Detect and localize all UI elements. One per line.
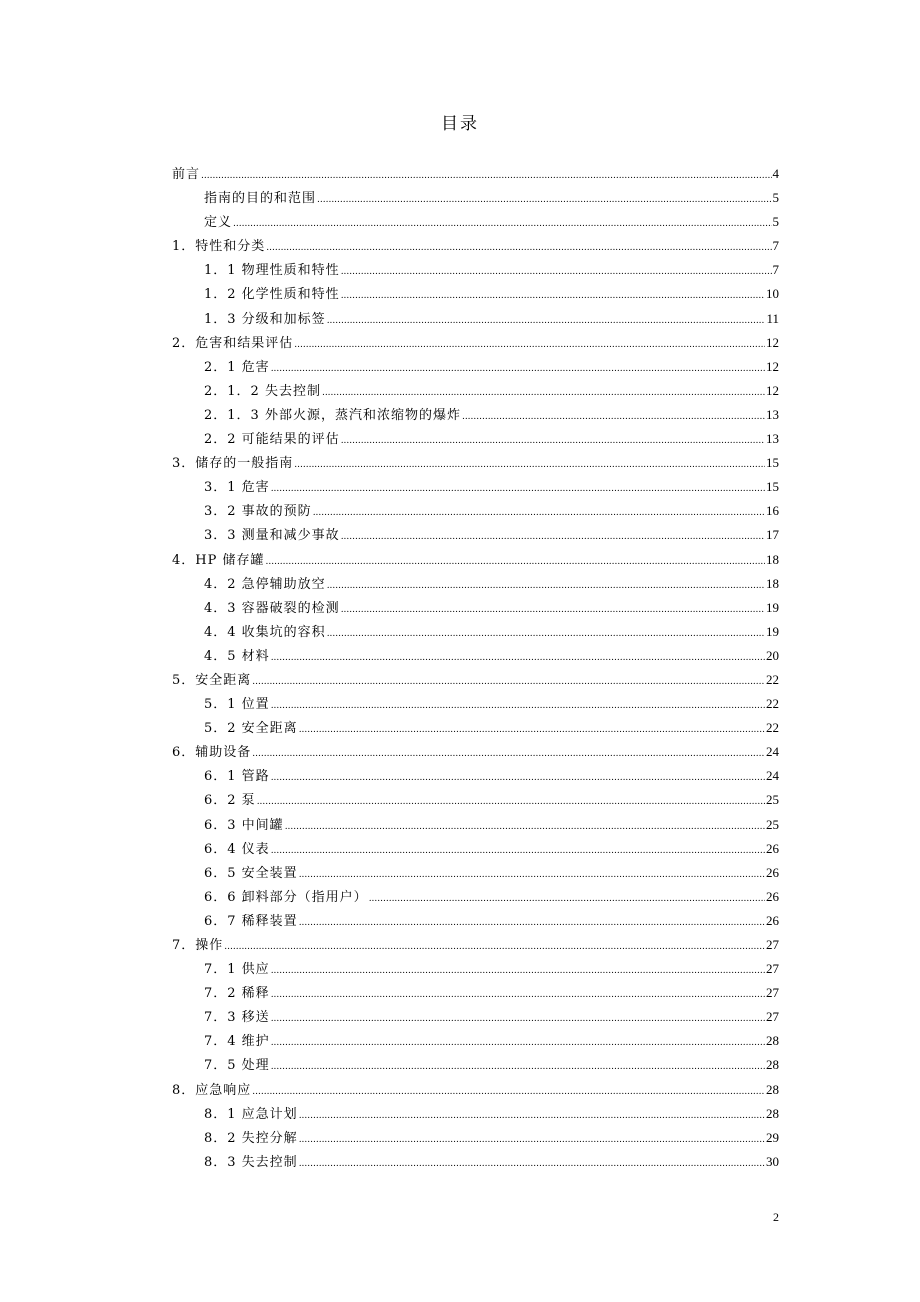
toc-entry[interactable] — [172, 861, 779, 885]
toc-dot-leader — [299, 1104, 765, 1128]
toc-dot-leader — [294, 453, 765, 477]
toc-entry-page: 25 — [766, 792, 779, 808]
toc-entry-page: 26 — [766, 912, 779, 928]
toc-entry[interactable] — [172, 1102, 779, 1126]
toc-dot-leader — [285, 815, 765, 839]
toc-dot-leader — [341, 284, 765, 308]
toc-entry[interactable] — [172, 692, 779, 716]
toc-dot-leader — [271, 959, 765, 983]
toc-entry-label: 7．1 供应 — [204, 962, 270, 978]
toc-dot-leader — [317, 188, 771, 212]
toc-entry-page: 20 — [766, 647, 779, 663]
toc-entry[interactable] — [172, 1150, 779, 1174]
toc-dot-leader — [252, 742, 765, 766]
toc-dot-leader — [299, 911, 765, 935]
toc-dot-leader — [327, 622, 765, 646]
toc-entry-label: 7．3 移送 — [204, 1010, 270, 1026]
toc-entry-page: 18 — [766, 551, 779, 567]
toc-entry[interactable] — [172, 837, 779, 861]
toc-entry-label: 4．5 材料 — [204, 648, 270, 664]
toc-entry-label: 2．1．3 外部火源，蒸汽和浓缩物的爆炸 — [204, 407, 461, 423]
toc-entry-page: 15 — [766, 455, 779, 471]
toc-entry[interactable] — [172, 813, 779, 837]
toc-entry-label: 8．3 失去控制 — [204, 1154, 298, 1170]
toc-dot-leader — [271, 839, 765, 863]
toc-entry-page: 5 — [772, 190, 779, 206]
toc-entry[interactable] — [172, 933, 779, 957]
toc-entry[interactable] — [172, 788, 779, 812]
toc-dot-leader — [271, 983, 765, 1007]
toc-dot-leader — [271, 1007, 765, 1031]
toc-entry[interactable] — [172, 355, 779, 379]
toc-entry-label: 1．特性和分类 — [172, 239, 266, 255]
toc-entry-label: 1．3 分级和加标签 — [204, 311, 326, 327]
toc-dot-leader — [341, 598, 765, 622]
toc-dot-leader — [252, 670, 765, 694]
toc-entry[interactable] — [172, 427, 779, 451]
toc-entry-page: 12 — [766, 382, 779, 398]
toc-entry-label: 6．1 管路 — [204, 769, 270, 785]
toc-entry-label: 3．2 事故的预防 — [204, 504, 312, 520]
toc-dot-leader — [341, 525, 765, 549]
toc-entry-page: 13 — [766, 406, 779, 422]
toc-dot-leader — [257, 790, 765, 814]
toc-entry[interactable] — [172, 331, 779, 355]
toc-entry-page: 19 — [766, 623, 779, 639]
toc-entry-label: 6．5 安全装置 — [204, 865, 298, 881]
toc-entry-label: 指南的目的和范围 — [204, 191, 317, 207]
toc-dot-leader — [271, 1055, 765, 1079]
toc-entry-label: 6．辅助设备 — [172, 745, 252, 761]
toc-entry-page: 7 — [772, 262, 779, 278]
toc-entry-label: 2．1 危害 — [204, 359, 270, 375]
toc-entry[interactable] — [172, 572, 779, 596]
toc-dot-leader — [271, 1031, 765, 1055]
toc-entry-page: 16 — [766, 503, 779, 519]
toc-entry-page: 22 — [766, 720, 779, 736]
toc-dot-leader — [252, 1080, 765, 1104]
toc-entry-label: 4．3 容器破裂的检测 — [204, 600, 340, 616]
toc-dot-leader — [313, 501, 765, 525]
toc-entry-label: 3．储存的一般指南 — [172, 456, 294, 472]
toc-entry[interactable] — [172, 186, 779, 210]
toc-entry-label: 2．危害和结果评估 — [172, 335, 294, 351]
toc-entry-page: 11 — [766, 310, 779, 326]
toc-entry-label: 6．6 卸料部分（指用户） — [204, 889, 368, 905]
toc-dot-leader — [299, 1152, 765, 1176]
toc-entry-page: 24 — [766, 768, 779, 784]
toc-entry-label: 6．2 泵 — [204, 793, 256, 809]
toc-entry-label: 4．HP 储存罐 — [172, 552, 265, 568]
toc-entry-label: 7．5 处理 — [204, 1058, 270, 1074]
toc-entry-label: 3．3 测量和减少事故 — [204, 528, 340, 544]
toc-entry-page: 24 — [766, 744, 779, 760]
toc-entry-label: 8．2 失控分解 — [204, 1130, 298, 1146]
toc-entry-label: 6．4 仪表 — [204, 841, 270, 857]
toc-entry-label: 3．1 危害 — [204, 480, 270, 496]
toc-entry-page: 7 — [772, 238, 779, 254]
toc-dot-leader — [299, 1128, 765, 1152]
toc-dot-leader — [201, 164, 771, 188]
toc-entry-page: 27 — [766, 961, 779, 977]
toc-entry[interactable] — [172, 909, 779, 933]
toc-dot-leader — [327, 574, 765, 598]
toc-entry-label: 4．4 收集坑的容积 — [204, 624, 326, 640]
toc-entry-label: 8．1 应急计划 — [204, 1106, 298, 1122]
toc-dot-leader — [369, 887, 765, 911]
toc-entry[interactable] — [172, 1078, 779, 1102]
toc-entry-page: 22 — [766, 671, 779, 687]
toc-entry[interactable] — [172, 499, 779, 523]
toc-entry-page: 12 — [766, 334, 779, 350]
toc-entry-label: 前言 — [172, 167, 201, 182]
toc-entry[interactable] — [172, 668, 779, 692]
toc-entry-page: 13 — [766, 431, 779, 447]
toc-entry[interactable] — [172, 957, 779, 981]
toc-entry[interactable] — [172, 379, 779, 403]
toc-entry-label: 5．1 位置 — [204, 697, 270, 713]
toc-entry[interactable] — [172, 1053, 779, 1077]
toc-entry[interactable] — [172, 596, 779, 620]
toc-entry-page: 10 — [766, 286, 779, 302]
toc-entry[interactable] — [172, 716, 779, 740]
toc-entry[interactable] — [172, 764, 779, 788]
toc-dot-leader — [233, 212, 771, 236]
toc-dot-leader — [271, 646, 765, 670]
toc-entry-page: 26 — [766, 864, 779, 880]
toc-entry-label: 1．2 化学性质和特性 — [204, 287, 340, 303]
toc-entry-label: 6．3 中间罐 — [204, 817, 284, 833]
toc-entry-page: 27 — [766, 1009, 779, 1025]
toc-entry[interactable] — [172, 282, 779, 306]
toc-entry-page: 28 — [766, 1033, 779, 1049]
toc-entry-label: 7．操作 — [172, 938, 224, 953]
toc-entry[interactable] — [172, 234, 779, 258]
toc-entry[interactable] — [172, 620, 779, 644]
toc-entry-label: 定义 — [204, 215, 233, 231]
toc-entry[interactable] — [172, 451, 779, 475]
toc-dot-leader — [271, 766, 765, 790]
toc-entry-page: 26 — [766, 840, 779, 856]
toc-entry[interactable] — [172, 210, 779, 234]
toc-entry[interactable] — [172, 307, 779, 331]
toc-entry-page: 27 — [766, 985, 779, 1001]
toc-dot-leader — [266, 550, 766, 574]
toc-entry-page: 12 — [766, 358, 779, 374]
toc-dot-leader — [322, 381, 765, 405]
toc-entry-page: 30 — [766, 1153, 779, 1169]
toc-dot-leader — [299, 718, 765, 742]
toc-dot-leader — [271, 477, 765, 501]
toc-entry-page: 5 — [772, 214, 779, 230]
toc-entry-label: 7．2 稀释 — [204, 986, 270, 1002]
toc-entry-page: 28 — [766, 1057, 779, 1073]
toc-dot-leader — [271, 694, 765, 718]
toc-entry-label: 6．7 稀释装置 — [204, 913, 298, 929]
toc-entry-label: 1．1 物理性质和特性 — [204, 263, 340, 279]
toc-entry[interactable] — [172, 403, 779, 427]
toc-entry-page: 22 — [766, 696, 779, 712]
toc-entry-label: 4．2 急停辅助放空 — [204, 576, 326, 592]
toc-entry-label: 8．应急响应 — [172, 1082, 252, 1098]
toc-dot-leader — [266, 236, 771, 260]
toc-entry[interactable] — [172, 1005, 779, 1029]
toc-dot-leader — [299, 863, 765, 887]
toc-entry[interactable] — [172, 1029, 779, 1053]
toc-dot-leader — [341, 260, 772, 284]
toc-entry[interactable] — [172, 740, 779, 764]
toc-entry[interactable] — [172, 162, 779, 186]
toc-entry[interactable] — [172, 644, 779, 668]
toc-entry-label: 5．2 安全距离 — [204, 721, 298, 737]
toc-entry[interactable] — [172, 1126, 779, 1150]
page-number: 2 — [773, 1210, 779, 1224]
toc-entry-label: 2．1．2 失去控制 — [204, 383, 321, 399]
toc-entry-label: 7．4 维护 — [204, 1034, 270, 1050]
toc-entry-page: 4 — [772, 166, 779, 181]
toc-entry[interactable] — [172, 523, 779, 547]
toc-entry[interactable] — [172, 475, 779, 499]
toc-entry[interactable] — [172, 258, 779, 282]
toc-entry[interactable] — [172, 981, 779, 1005]
toc-entry-page: 17 — [766, 527, 779, 543]
toc-entry-page: 27 — [766, 937, 779, 952]
page-title: 目录 — [441, 114, 479, 134]
toc-entry-page: 25 — [766, 816, 779, 832]
table-of-contents — [172, 162, 779, 1174]
toc-dot-leader — [462, 405, 765, 429]
toc-dot-leader — [271, 357, 765, 381]
toc-dot-leader — [327, 309, 766, 333]
toc-entry[interactable] — [172, 548, 779, 572]
toc-entry-page: 26 — [766, 888, 779, 904]
toc-entry-page: 18 — [766, 575, 779, 591]
toc-dot-leader — [341, 429, 765, 453]
toc-entry-page: 15 — [766, 479, 779, 495]
toc-entry-page: 19 — [766, 599, 779, 615]
toc-entry-page: 29 — [766, 1129, 779, 1145]
toc-entry-label: 2．2 可能结果的评估 — [204, 432, 340, 448]
toc-entry[interactable] — [172, 885, 779, 909]
toc-entry-page: 28 — [766, 1105, 779, 1121]
toc-dot-leader — [224, 935, 765, 959]
toc-entry-page: 28 — [766, 1081, 779, 1097]
toc-dot-leader — [294, 333, 765, 357]
toc-entry-label: 5．安全距离 — [172, 672, 252, 688]
